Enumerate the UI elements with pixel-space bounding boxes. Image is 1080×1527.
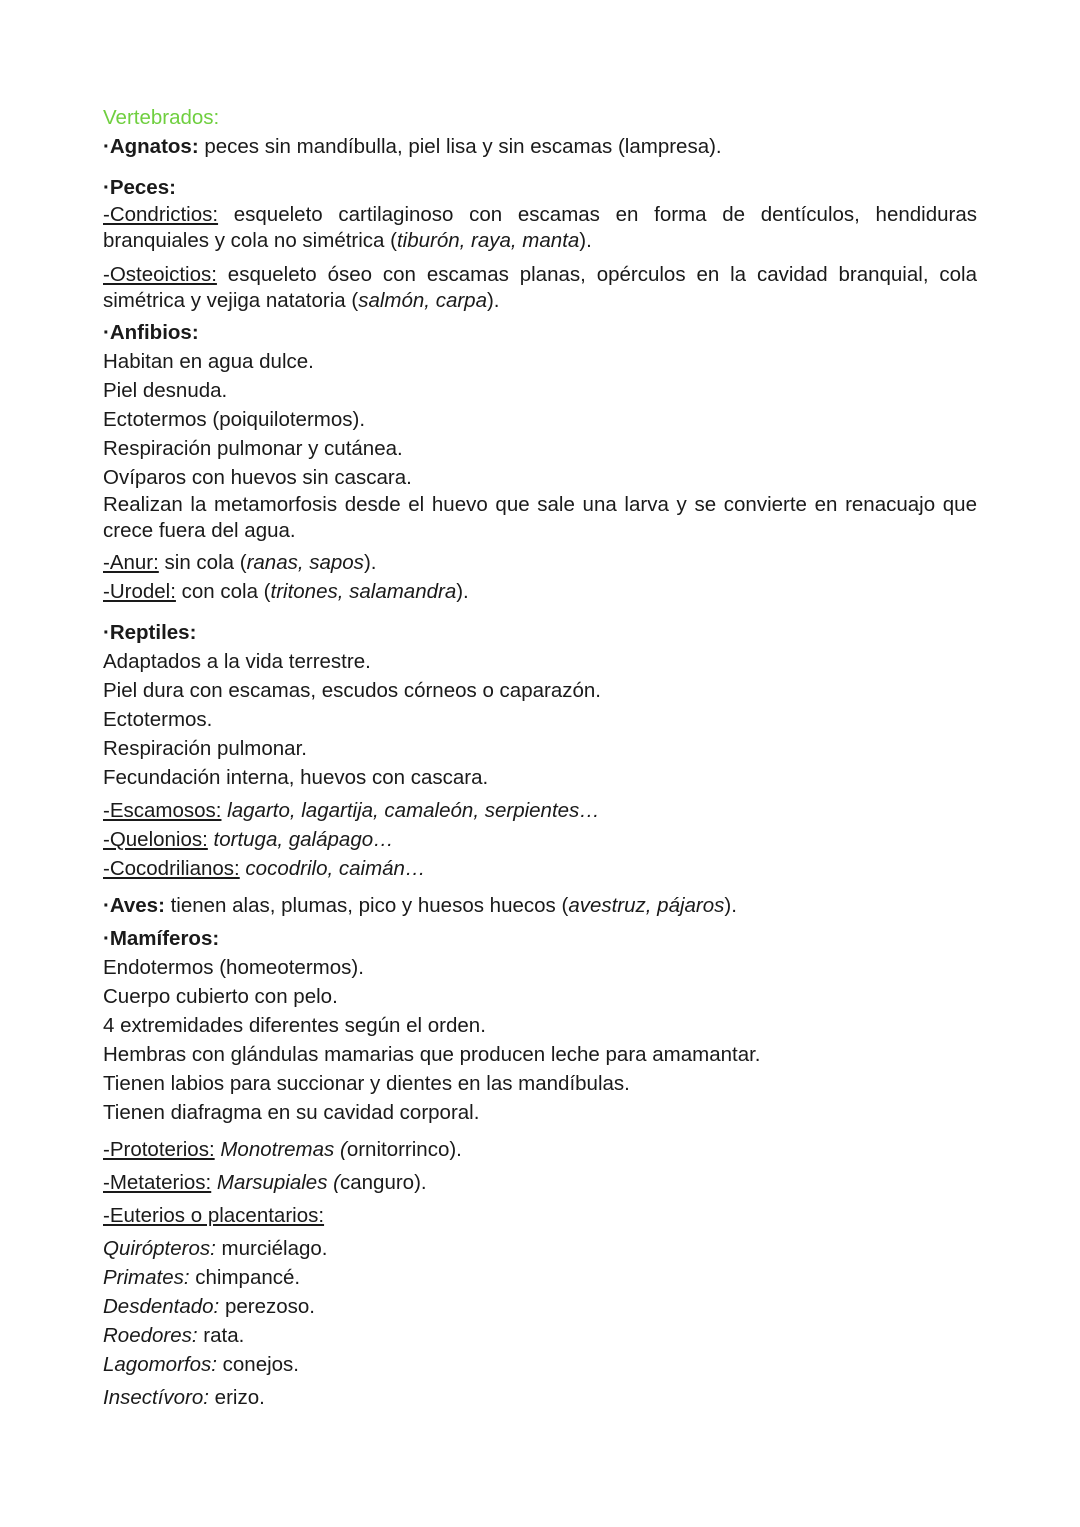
order-example: erizo. xyxy=(208,1386,265,1409)
anur-text: sin cola ( xyxy=(158,551,247,574)
condrictios-label: -Condrictios: xyxy=(103,203,219,226)
order-line xyxy=(103,1350,977,1379)
prototerios-label: -Prototerios: xyxy=(103,1138,215,1161)
urodel-text: con cola ( xyxy=(175,580,271,603)
order-name: Roedores: xyxy=(103,1324,198,1347)
condrictios-end: ). xyxy=(579,229,592,252)
urodel-examples: tritones, salamandra xyxy=(270,580,457,603)
euterios-line xyxy=(103,1201,977,1230)
condrictios-text: esqueleto cartilaginoso con escamas en forma de dentículos, hendiduras branquiales y cola no simétrica ( xyxy=(103,203,977,252)
reptiles-line: Respiración pulmonar. xyxy=(103,737,307,760)
anur-end: ). xyxy=(363,551,377,574)
anur-examples: ranas, sapos xyxy=(246,551,364,574)
anur-line xyxy=(103,548,977,577)
order-example: perezoso. xyxy=(219,1295,315,1318)
aves-examples: avestruz, pájaros xyxy=(568,894,725,917)
agnatos-heading: ·Agnatos: xyxy=(103,135,199,158)
metaterios-label: -Metaterios: xyxy=(103,1171,212,1194)
mamiferos-line: 4 extremidades diferentes según el orden. xyxy=(103,1014,486,1037)
order-name: Desdentado: xyxy=(103,1295,220,1318)
mamiferos-line: Cuerpo cubierto con pelo. xyxy=(103,985,338,1008)
prototerios-line xyxy=(103,1135,977,1164)
condrictios-paragraph xyxy=(103,202,977,254)
peces-heading: ·Peces: xyxy=(103,176,176,199)
aves-end: ). xyxy=(724,894,737,917)
prototerios-group: Monotremas ( xyxy=(214,1138,347,1161)
urodel-label: -Urodel: xyxy=(103,580,176,603)
urodel-end: ). xyxy=(456,580,469,603)
quelonios-line xyxy=(103,825,977,854)
euterios-label: -Euterios o placentarios: xyxy=(103,1204,325,1227)
cocodrilianos-examples: cocodrilo, caimán… xyxy=(239,857,426,880)
section-title: Vertebrados: xyxy=(103,106,220,129)
mamiferos-line: Hembras con glándulas mamarias que producen leche para amamantar. xyxy=(103,1043,761,1066)
osteoictios-text: esqueleto óseo con escamas planas, opérculos en la cavidad branquial, cola simétrica y vejiga natatoria ( xyxy=(103,263,977,312)
mamiferos-line: Tienen diafragma en su cavidad corporal. xyxy=(103,1101,480,1124)
anfibios-metamorfosis: Realizan la metamorfosis desde el huevo que sale una larva y se convierte en renacuajo que crece fuera del agua. xyxy=(103,493,977,542)
reptiles-line: Adaptados a la vida terrestre. xyxy=(103,650,371,673)
escamosos-label: -Escamosos: xyxy=(103,799,222,822)
osteoictios-end: ). xyxy=(486,289,500,312)
order-name: Insectívoro: xyxy=(103,1386,209,1409)
order-example: murciélago. xyxy=(215,1237,328,1260)
order-name: Primates: xyxy=(103,1266,190,1289)
agnatos-line xyxy=(103,132,977,161)
anfibios-line: Piel desnuda. xyxy=(103,379,228,402)
urodel-line xyxy=(103,577,977,606)
agnatos-text: peces sin mandíbulla, piel lisa y sin escamas (lampresa). xyxy=(198,135,722,158)
anfibios-line: Respiración pulmonar y cutánea. xyxy=(103,437,403,460)
aves-text: tienen alas, plumas, pico y huesos huecos ( xyxy=(164,894,569,917)
order-example: conejos. xyxy=(216,1353,300,1376)
cocodrilianos-label: -Cocodrilianos: xyxy=(103,857,240,880)
anfibios-line: Habitan en agua dulce. xyxy=(103,350,314,373)
mamiferos-heading: ·Mamíferos: xyxy=(103,927,220,950)
mamiferos-line: Tienen labios para succionar y dientes en las mandíbulas. xyxy=(103,1072,630,1095)
anfibios-heading: ·Anfibios: xyxy=(103,321,199,344)
prototerios-text: ornitorrinco). xyxy=(346,1138,462,1161)
order-example: chimpancé. xyxy=(189,1266,301,1289)
order-line xyxy=(103,1234,977,1263)
reptiles-heading: ·Reptiles: xyxy=(103,621,197,644)
order-line xyxy=(103,1383,977,1412)
metaterios-group: Marsupiales ( xyxy=(211,1171,340,1194)
reptiles-line: Piel dura con escamas, escudos córneos o caparazón. xyxy=(103,679,601,702)
reptiles-line: Fecundación interna, huevos con cascara. xyxy=(103,766,489,789)
osteoictios-label: -Osteoictios: xyxy=(103,263,217,286)
aves-heading: ·Aves: xyxy=(103,894,165,917)
metaterios-text: canguro). xyxy=(339,1171,427,1194)
anfibios-line: Ovíparos con huevos sin cascara. xyxy=(103,466,412,489)
anfibios-line: Ectotermos (poiquilotermos). xyxy=(103,408,366,431)
order-name: Quirópteros: xyxy=(103,1237,216,1260)
order-name: Lagomorfos: xyxy=(103,1353,217,1376)
order-line xyxy=(103,1263,977,1292)
escamosos-examples: lagarto, lagartija, camaleón, serpientes… xyxy=(221,799,600,822)
osteoictios-examples: salmón, carpa xyxy=(358,289,487,312)
order-line xyxy=(103,1292,977,1321)
cocodrilianos-line xyxy=(103,854,977,883)
order-line xyxy=(103,1321,977,1350)
aves-line xyxy=(103,891,977,920)
mamiferos-line: Endotermos (homeotermos). xyxy=(103,956,364,979)
reptiles-line: Ectotermos. xyxy=(103,708,213,731)
order-example: rata. xyxy=(197,1324,245,1347)
osteoictios-paragraph xyxy=(103,262,977,314)
quelonios-label: -Quelonios: xyxy=(103,828,208,851)
anur-label: -Anur: xyxy=(103,551,159,574)
document-page xyxy=(103,103,977,1412)
quelonios-examples: tortuga, galápago… xyxy=(207,828,394,851)
metaterios-line xyxy=(103,1168,977,1197)
condrictios-examples: tiburón, raya, manta xyxy=(396,229,580,252)
escamosos-line xyxy=(103,796,977,825)
